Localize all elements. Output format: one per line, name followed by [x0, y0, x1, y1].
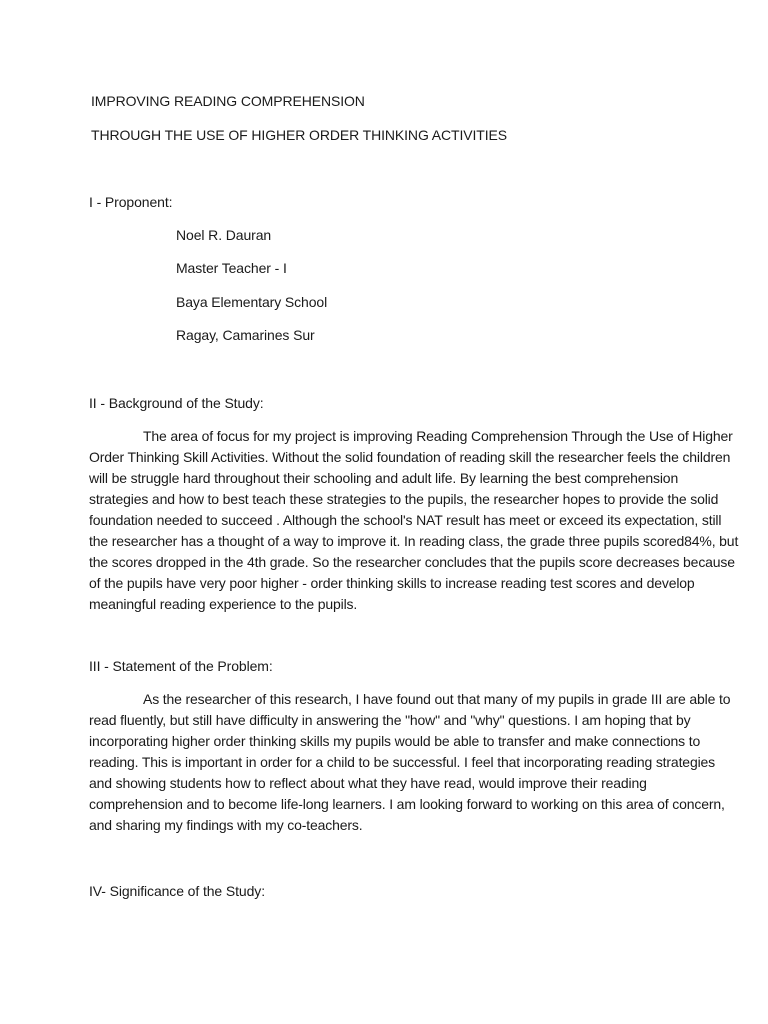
proponent-position: Master Teacher - I: [176, 260, 287, 276]
paragraph-line: and sharing my findings with my co-teachers.: [89, 817, 363, 833]
paragraph-line: and showing students how to reflect about what they have read, would improve their reading: [89, 775, 647, 791]
significance-heading: IV- Significance of the Study:: [89, 883, 265, 899]
paragraph-line: the scores dropped in the 4th grade. So the researcher concludes that the pupils score decreases because: [89, 554, 735, 570]
paragraph-line: the researcher has a thought of a way to improve it. In reading class, the grade three pupils scored84%, but: [89, 533, 739, 549]
paragraph-line: Order Thinking Skill Activities. Without the solid foundation of reading skill the researcher feels the children: [89, 449, 731, 465]
background-paragraph: [89, 426, 739, 615]
paragraph-line: comprehension and to become life-long learners. I am looking forward to working on this area of concern,: [89, 796, 725, 812]
paragraph-line: of the pupils have very poor higher - order thinking skills to increase reading test scores and develop: [89, 575, 695, 591]
paragraph-line: incorporating higher order thinking skills my pupils would be able to transfer and make connections to: [89, 733, 701, 749]
title-line-1: IMPROVING READING COMPREHENSION: [91, 93, 365, 109]
paragraph-line: reading. This is important in order for a child to be successful. I feel that incorporating reading strategies: [89, 754, 716, 770]
proponent-location: Ragay, Camarines Sur: [176, 327, 315, 343]
paragraph-line: strategies and how to best teach these strategies to the pupils, the researcher hopes to provide the solid: [89, 491, 719, 507]
proponent-heading: I - Proponent:: [89, 194, 173, 210]
statement-paragraph: [89, 689, 731, 836]
paragraph-line: foundation needed to succeed . Although the school's NAT result has meet or exceed its expectation, still: [89, 512, 722, 528]
proponent-name: Noel R. Dauran: [176, 227, 272, 243]
paragraph-line: As the researcher of this research, I have found out that many of my pupils in grade III are able to: [143, 691, 731, 707]
proponent-school: Baya Elementary School: [176, 294, 328, 310]
statement-heading: III - Statement of the Problem:: [89, 658, 273, 674]
paragraph-line: will be struggle hard throughout their schooling and adult life. By learning the best comprehension: [89, 470, 679, 486]
paragraph-line: meaningful reading experience to the pupils.: [89, 596, 358, 612]
paragraph-line: The area of focus for my project is improving Reading Comprehension Through the Use of Higher: [143, 428, 733, 444]
paragraph-line: read fluently, but still have difficulty in answering the "how" and "why" questions. I am hoping that by: [89, 712, 691, 728]
background-heading: II - Background of the Study:: [89, 395, 264, 411]
title-line-2: THROUGH THE USE OF HIGHER ORDER THINKING ACTIVITIES: [91, 127, 507, 143]
